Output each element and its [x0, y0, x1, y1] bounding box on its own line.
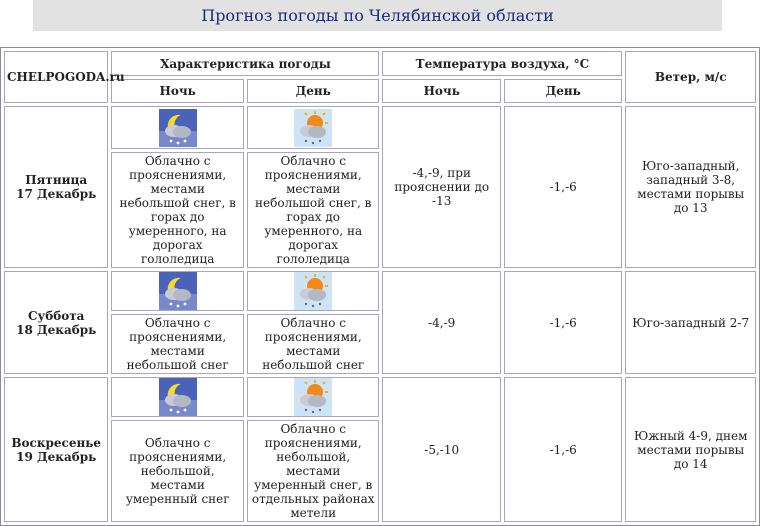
day-cell [4, 271, 108, 374]
sun-cloud-snow-icon [294, 109, 332, 147]
wind-header: Ветер, м/с [625, 51, 756, 103]
wind-cell: Юго-западный, западный 3-8, местами порывы до 13 [625, 106, 756, 268]
day-cell [4, 106, 108, 268]
page-title-text: Прогноз погоды по Челябинской области [201, 6, 554, 25]
sun-cloud-snow-icon [294, 272, 332, 310]
temp-day-cell: -1,-6 [504, 106, 622, 268]
day-icon-cell [247, 271, 380, 311]
temp-night-cell: -4,-9, при прояснении до -13 [382, 106, 500, 268]
weather-night-header: Ночь [111, 79, 244, 103]
day-name: Пятница [25, 173, 88, 187]
day-icon-cell [247, 377, 380, 417]
moon-cloud-snow-icon [159, 272, 197, 310]
page-title [33, 0, 722, 31]
temp-night-cell: -5,-10 [382, 377, 500, 522]
moon-cloud-snow-icon [159, 109, 197, 147]
air-temp-header: Температура воздуха, °C [382, 51, 622, 76]
temp-night-header: Ночь [382, 79, 500, 103]
day-name: Суббота [27, 308, 85, 323]
day-icon-cell [247, 106, 380, 149]
forecast-table [0, 47, 760, 526]
temp-day-cell: -1,-6 [504, 271, 622, 374]
night-desc: Облачно с прояснениями, небольшой, местами умеренный снег [111, 420, 244, 522]
day-desc: Облачно с прояснениями, местами небольшой снег, в горах до умеренного, на дорогах гололедица [247, 152, 380, 268]
night-icon-cell [111, 377, 244, 417]
night-desc: Облачно с прояснениями, местами небольшой снег [111, 314, 244, 374]
weather-char-header: Характеристика погоды [111, 51, 379, 76]
table-row [4, 271, 756, 311]
night-icon-cell [111, 271, 244, 311]
temp-day-cell: -1,-6 [504, 377, 622, 522]
day-name: Воскресенье [11, 435, 102, 450]
weather-day-header: День [247, 79, 380, 103]
day-date: 17 Декабрь [16, 187, 97, 201]
night-icon-cell [111, 106, 244, 149]
wind-cell: Юго-западный 2-7 [625, 271, 756, 374]
day-desc: Облачно с прояснениями, местами небольшой снег [247, 314, 380, 374]
table-row [4, 377, 756, 417]
wind-cell: Южный 4-9, днем местами порывы до 14 [625, 377, 756, 522]
day-cell [4, 377, 108, 522]
day-date: 18 Декабрь [16, 322, 97, 337]
day-desc: Облачно с прояснениями, небольшой, местами умеренный снег, в отдельных районах метели [247, 420, 380, 522]
night-desc: Облачно с прояснениями, местами небольшой снег, в горах до умеренного, на дорогах гололедица [111, 152, 244, 268]
moon-cloud-snow-icon [159, 378, 197, 416]
day-date: 19 Декабрь [16, 449, 97, 464]
site-name: CHELPOGODA.ru [4, 51, 108, 103]
temp-night-cell: -4,-9 [382, 271, 500, 374]
table-row [4, 106, 756, 149]
sun-cloud-snow-icon [294, 378, 332, 416]
temp-day-header: День [504, 79, 622, 103]
